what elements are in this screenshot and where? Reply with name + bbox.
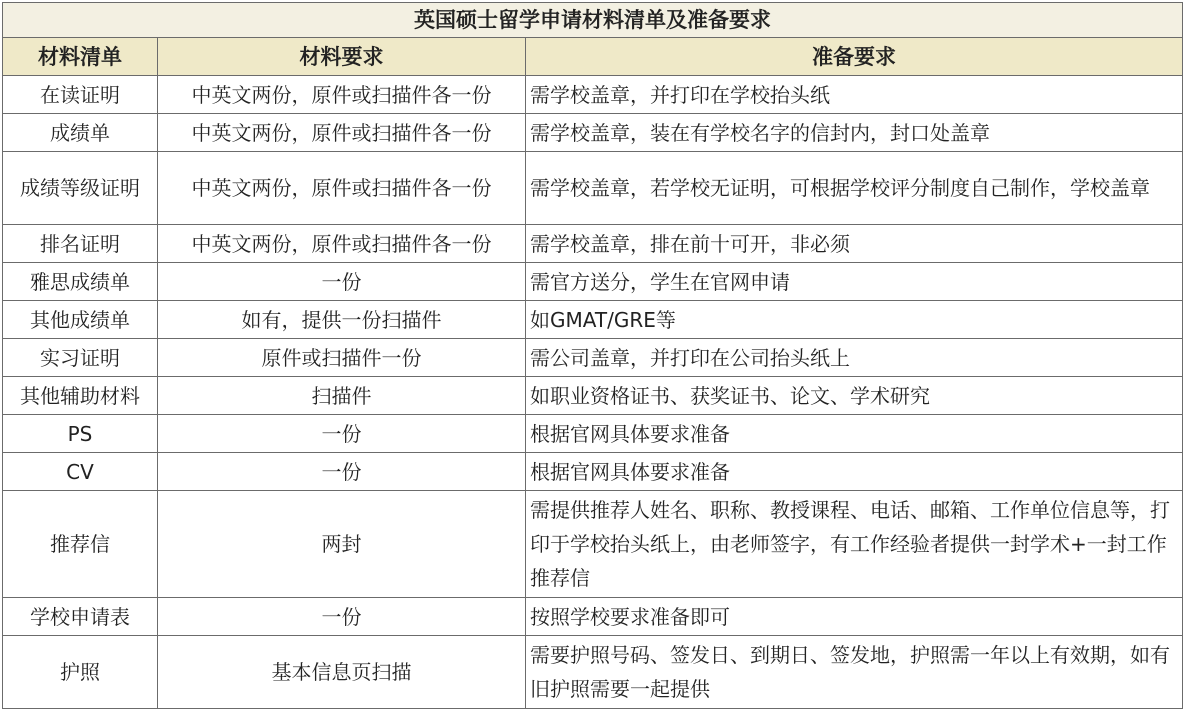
column-header-materials: 材料清单 [3, 38, 158, 76]
preparation-requirement: 如GMAT/GRE等 [526, 301, 1183, 339]
preparation-requirement: 需学校盖章，并打印在学校抬头纸 [526, 76, 1183, 114]
material-requirement: 一份 [158, 453, 526, 491]
table-row [3, 415, 1183, 453]
preparation-requirement: 需学校盖章，装在有学校名字的信封内，封口处盖章 [526, 114, 1183, 152]
table-row [3, 598, 1183, 636]
table-row [3, 301, 1183, 339]
material-requirement: 基本信息页扫描 [158, 636, 526, 709]
material-name: 学校申请表 [3, 598, 158, 636]
material-requirement: 一份 [158, 415, 526, 453]
preparation-requirement: 需公司盖章，并打印在公司抬头纸上 [526, 339, 1183, 377]
preparation-requirement: 按照学校要求准备即可 [526, 598, 1183, 636]
table-row [3, 152, 1183, 225]
material-name: 实习证明 [3, 339, 158, 377]
preparation-requirement: 需提供推荐人姓名、职称、教授课程、电话、邮箱、工作单位信息等，打印于学校抬头纸上，由老师签字，有工作经验者提供一封学术+一封工作推荐信 [526, 491, 1183, 598]
preparation-requirement: 根据官网具体要求准备 [526, 415, 1183, 453]
column-header-preparation: 准备要求 [526, 38, 1183, 76]
material-name: 推荐信 [3, 491, 158, 598]
preparation-requirement: 需要护照号码、签发日、到期日、签发地，护照需一年以上有效期，如有旧护照需要一起提供 [526, 636, 1183, 709]
material-name: PS [3, 415, 158, 453]
material-name: 护照 [3, 636, 158, 709]
table-row [3, 453, 1183, 491]
material-name: 在读证明 [3, 76, 158, 114]
material-requirement: 中英文两份，原件或扫描件各一份 [158, 225, 526, 263]
header-row [3, 38, 1183, 76]
material-name: 排名证明 [3, 225, 158, 263]
table-row [3, 225, 1183, 263]
material-requirement: 两封 [158, 491, 526, 598]
material-name: 其他辅助材料 [3, 377, 158, 415]
material-name: 成绩等级证明 [3, 152, 158, 225]
preparation-requirement: 根据官网具体要求准备 [526, 453, 1183, 491]
table-row [3, 263, 1183, 301]
table-title: 英国硕士留学申请材料清单及准备要求 [3, 3, 1183, 38]
material-requirement: 扫描件 [158, 377, 526, 415]
materials-table [2, 2, 1183, 709]
materials-table-container [2, 2, 1182, 709]
table-row [3, 339, 1183, 377]
preparation-requirement: 需学校盖章，若学校无证明，可根据学校评分制度自己制作，学校盖章 [526, 152, 1183, 225]
material-requirement: 原件或扫描件一份 [158, 339, 526, 377]
column-header-requirements: 材料要求 [158, 38, 526, 76]
material-requirement: 一份 [158, 263, 526, 301]
preparation-requirement: 需官方送分，学生在官网申请 [526, 263, 1183, 301]
material-name: 成绩单 [3, 114, 158, 152]
table-row [3, 636, 1183, 709]
material-requirement: 中英文两份，原件或扫描件各一份 [158, 114, 526, 152]
material-name: 雅思成绩单 [3, 263, 158, 301]
table-row [3, 491, 1183, 598]
material-requirement: 中英文两份，原件或扫描件各一份 [158, 76, 526, 114]
table-row [3, 76, 1183, 114]
preparation-requirement: 如职业资格证书、获奖证书、论文、学术研究 [526, 377, 1183, 415]
material-requirement: 中英文两份，原件或扫描件各一份 [158, 152, 526, 225]
material-name: 其他成绩单 [3, 301, 158, 339]
table-row [3, 377, 1183, 415]
preparation-requirement: 需学校盖章，排在前十可开，非必须 [526, 225, 1183, 263]
table-row [3, 114, 1183, 152]
material-name: CV [3, 453, 158, 491]
material-requirement: 一份 [158, 598, 526, 636]
material-requirement: 如有，提供一份扫描件 [158, 301, 526, 339]
